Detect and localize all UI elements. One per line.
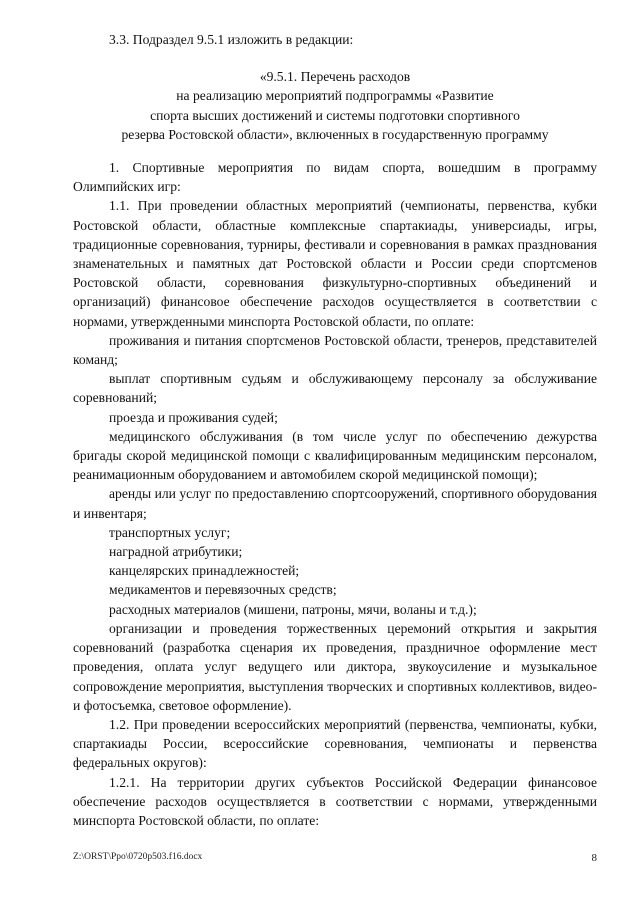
paragraph: 1.2. При проведении всероссийских мероприятий (первенства, чемпионаты, кубки, спартакиады России, всероссийские соревнования, чемпионаты и первенства федеральных округов): [73, 716, 597, 771]
title-line: резерва Ростовской области», включенных в государственную программу [121, 126, 549, 142]
list-item: проживания и питания спортсменов Ростовской области, тренеров, представителей команд; [73, 332, 597, 368]
paragraph: 1.1. При проведении областных мероприятий (чемпионаты, первенства, кубки Ростовской области, областные комплексные спартакиады, универсиады, игры, традиционные соревнования, турниры, фестивали и соревнования в рамках празднования знаменательных и памятных дат Ростовской области и России среди спортсменов Ростовской области, соревнования физкультурно-спортивных объединений и организаций) финансовое обеспечение расходов осуществляется в соответствии с нормами, утвержденными минспорта Ростовской области, по оплате: [73, 198, 597, 329]
page-number: 8 [591, 852, 597, 864]
list-item: организации и проведения торжественных церемоний открытия и закрытия соревнований (разработка сценария их проведения, праздничное оформление мест проведения, оплата услуг ведущего или диктора, звукоусиление и музыкальное сопровождение мероприятия, выступления творческих и спортивных коллективов, видео- и фотосъемка, световое оформление). [73, 620, 597, 713]
list-item: медицинского обслуживания (в том числе услуг по обеспечению дежурства бригады скорой медицинской помощи с квалифицированным медицинским персоналом, реанимационным оборудованием и автомобилем скорой медицинской помощи); [73, 428, 597, 483]
list-item: расходных материалов (мишени, патроны, мячи, воланы и т.д.); [109, 601, 477, 617]
list-item: наградной атрибутики; [109, 544, 243, 560]
document-body [73, 30, 597, 830]
section-title [73, 67, 597, 144]
list-item: транспортных услуг; [109, 524, 231, 540]
paragraph: 1. Спортивные мероприятия по видам спорта, вошедшим в программу Олимпийских игр: [73, 160, 597, 195]
section-intro: 3.3. Подраздел 9.5.1 изложить в редакции: [109, 32, 354, 47]
list-item: медикаментов и перевязочных средств; [109, 582, 337, 598]
title-line: «9.5.1. Перечень расходов [259, 69, 411, 85]
title-line: спорта высших достижений и системы подготовки спортивного [150, 107, 520, 123]
spacer [73, 144, 597, 158]
paragraph: 1.2.1. На территории других субъектов Российской Федерации финансовое обеспечение расходов осуществляется в соответствии с нормами, утвержденными минспорта Ростовской области, по оплате: [73, 774, 597, 828]
list-item: канцелярских принадлежностей; [109, 563, 300, 579]
file-path: Z:\ORST\Ppo\0720p503.f16.docx [73, 852, 203, 862]
list-item: проезда и проживания судей; [109, 409, 278, 425]
title-line: на реализацию мероприятий подпрограммы «Развитие [176, 88, 494, 104]
list-item: выплат спортивным судьям и обслуживающему персоналу за обслуживание соревнований; [73, 371, 597, 406]
list-item: аренды или услуг по предоставлению спортсооружений, спортивного оборудования и инвентаря; [73, 486, 597, 521]
